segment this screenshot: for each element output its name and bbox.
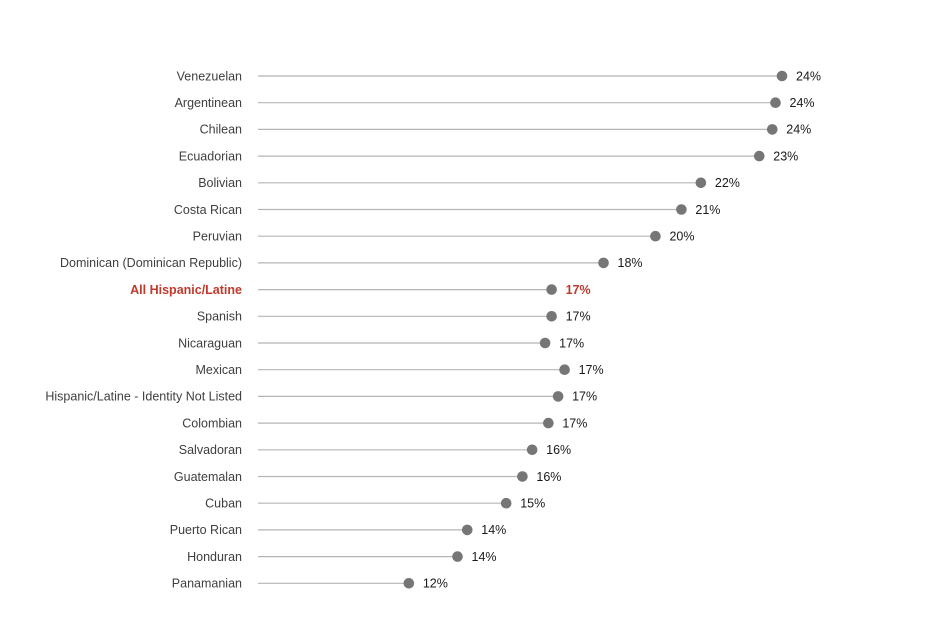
category-label: Colombian [182,416,242,431]
value-label: 14% [481,523,507,538]
chart-row-dominican-dominican-republic [60,256,643,270]
chart-row-chilean [200,123,812,137]
category-label: Cuban [205,496,242,511]
lollipop-dot [559,364,570,375]
category-label: Chilean [199,122,242,137]
lollipop-dot [754,151,765,162]
category-label: Bolivian [198,176,242,191]
lollipop-dot [770,97,781,108]
category-label: Salvadoran [178,443,242,458]
value-label: 20% [669,229,695,244]
lollipop-dot [501,498,512,509]
chart-row-all-hispanic-latine [130,283,590,297]
category-label: Costa Rican [173,202,242,217]
chart-row-puerto-rican [170,523,507,537]
lollipop-dot [452,551,463,562]
category-label: Hispanic/Latine - Identity Not Listed [45,389,242,404]
chart-row-panamanian [172,577,448,591]
value-label: 16% [546,443,572,458]
lollipop-dot [462,525,473,536]
chart-row-salvadoran [179,443,571,457]
value-label: 24% [796,69,822,84]
value-label: 17% [562,416,588,431]
lollipop-dot [767,124,778,135]
chart-row-mexican [195,363,603,377]
category-label: Dominican (Dominican Republic) [59,256,242,271]
chart-row-hispanic-latine-identity-not-listed [45,390,597,404]
category-label: Panamanian [171,576,242,591]
chart-row-honduran [187,550,496,564]
value-label: 23% [773,149,799,164]
value-label: 24% [786,122,812,137]
category-label: Ecuadorian [178,149,242,164]
value-label: 15% [520,496,546,511]
lollipop-dot [676,204,687,215]
category-label: Spanish [196,309,242,324]
lollipop-dot [553,391,564,402]
value-label: 14% [471,549,497,564]
value-label: 21% [695,202,721,217]
chart-row-bolivian [198,176,740,190]
chart-row-guatemalan [174,470,562,484]
value-label: 16% [536,469,562,484]
category-label: Venezuelan [176,69,242,84]
lollipop-dot [546,311,557,322]
category-label: Peruvian [192,229,242,244]
lollipop-dot [404,578,415,589]
category-label: Argentinean [174,96,242,110]
lollipop-dot [527,445,538,456]
category-label: Mexican [195,363,242,377]
category-label: Nicaraguan [178,336,242,351]
category-label: Honduran [187,549,242,564]
lollipop-dot [546,284,557,295]
value-label: 18% [617,256,643,271]
lollipop-dot [517,471,528,482]
value-label: 22% [714,176,740,191]
value-label: 12% [422,576,448,591]
lollipop-dot [543,418,554,429]
lollipop-dot [598,258,609,269]
lollipop-dot [540,338,551,349]
value-label: 17% [565,282,591,297]
value-label: 17% [565,309,591,324]
category-label: All Hispanic/Latine [130,282,242,297]
chart-row-ecuadorian [179,149,799,163]
value-label: 17% [572,389,598,404]
chart-row-spanish [197,310,591,324]
lollipop-dot [650,231,661,242]
chart-row-argentinean [175,96,815,110]
lollipop-dot [777,71,788,82]
lollipop-dot [696,178,707,189]
chart-row-costa-rican [174,203,721,217]
chart-row-colombian [182,416,587,430]
chart-row-peruvian [193,230,695,244]
chart-row-cuban [205,497,545,511]
category-label: Guatemalan [173,469,242,484]
value-label: 24% [789,96,815,110]
chart-row-venezuelan [177,69,821,83]
value-label: 17% [578,363,604,377]
chart-row-nicaraguan [178,336,584,350]
value-label: 17% [559,336,585,351]
category-label: Puerto Rican [169,523,242,538]
